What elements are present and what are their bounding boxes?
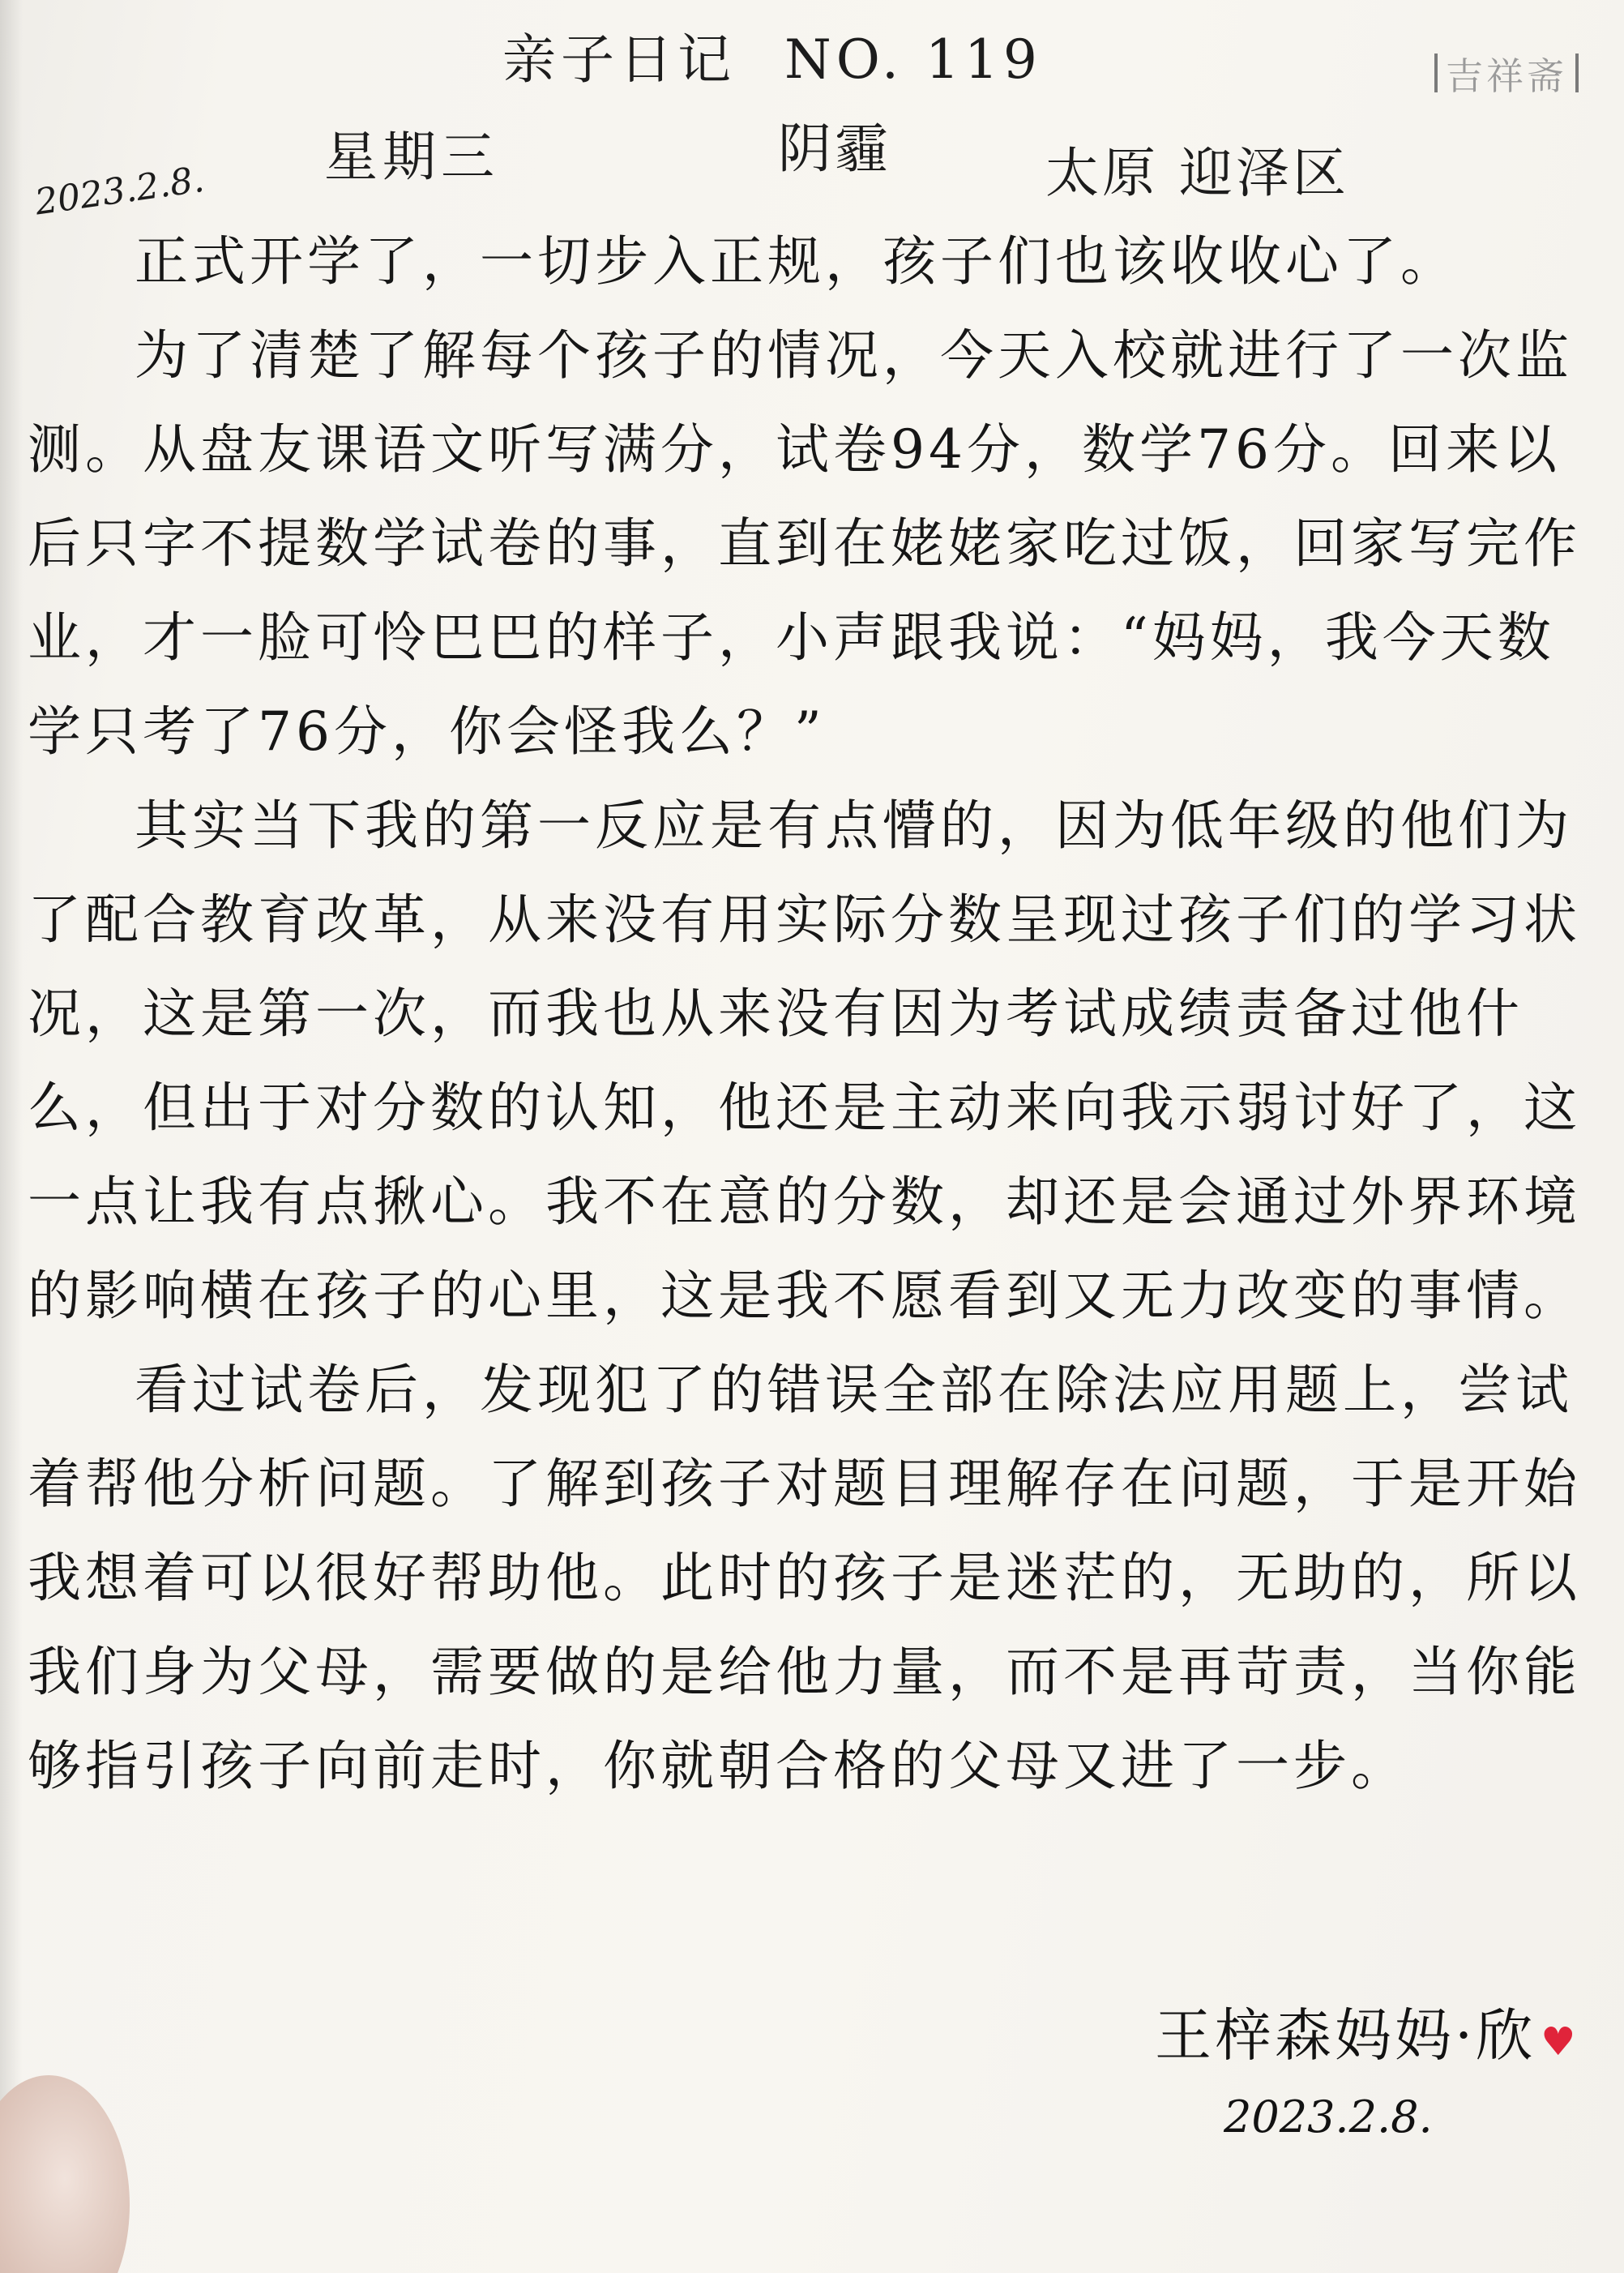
heart-icon: ♥ <box>1541 2019 1579 2065</box>
entry-date: 2023.2.8. <box>32 158 207 224</box>
location: 太原 迎泽区 <box>1045 142 1349 204</box>
diary-title: 亲子日记 <box>502 28 736 91</box>
signature-name: 王梓森妈妈·欣 <box>1155 2002 1536 2069</box>
diary-header-row <box>0 105 1624 204</box>
signature <box>1155 1990 1579 2072</box>
paragraph-4: 看过试卷后，发现犯了的错误全部在除法应用题上，尝试着帮他分析问题。了解到孩子对题目理解存在问题，于是开始我想着可以很好帮助他。此时的孩子是迷茫的，无助的，所以我们身为父母，需要做的是给他力量，而不是再苛责，当你能够指引孩子向前走时，你就朝合格的父母又进了一步。 <box>28 1359 1581 1797</box>
paragraph-2: 为了清楚了解每个孩子的情况，今天入校就进行了一次监测。从盘友课语文听写满分，试卷94分，数学76分。回来以后只字不提数学试卷的事，直到在姥姥家吃过饭，回家写完作业，才一脸可怜巴巴的样子，小声跟我说：“妈妈，我今天数学只考了76分，你会怪我么？” <box>28 324 1581 763</box>
weather: 阴霾 <box>778 118 891 180</box>
brand-mark: 吉祥斋 <box>1446 47 1567 101</box>
weekday: 星期三 <box>324 126 499 188</box>
signature-date: 2023.2.8. <box>1224 2091 1433 2142</box>
thumb-shadow <box>0 2075 130 2273</box>
page-fold-shadow <box>0 0 23 2273</box>
paragraph-1: 正式开学了，一切步入正规，孩子们也该收收心了。 <box>135 230 1458 293</box>
diary-number: NO. 119 <box>784 28 1042 91</box>
diary-title-line <box>502 16 1070 93</box>
paragraph-3: 其实当下我的第一反应是有点懵的，因为低年级的他们为了配合教育改革，从来没有用实际分数呈现过孩子们的学习状况，这是第一次，而我也从来没有因为考试成绩责备过他什么，但出于对分数的认知，他还是主动来向我示弱讨好了，这一点让我有点揪心。我不在意的分数，却还是会通过外界环境的影响横在孩子的心里，这是我不愿看到又无力改变的事情。 <box>28 794 1581 1327</box>
diary-body <box>28 215 1608 1813</box>
